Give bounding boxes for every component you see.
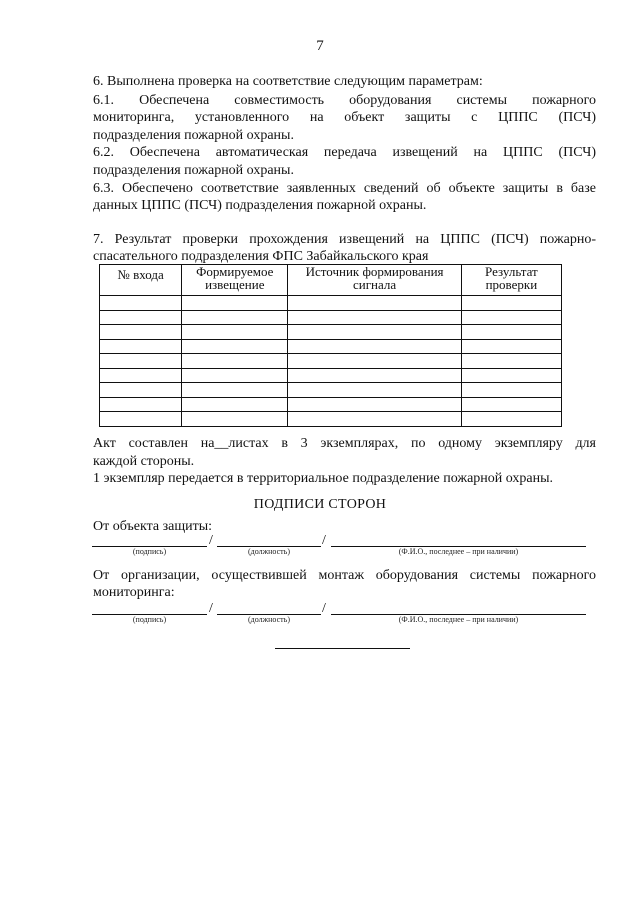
header-label: Результат — [485, 264, 538, 279]
table-cell — [100, 325, 182, 340]
caption-position: (должность) — [248, 547, 290, 556]
section-7-line-2: спасательного подразделения ФПС Забайкальского края — [93, 249, 429, 264]
table-cell — [288, 397, 461, 412]
table-cell — [182, 310, 288, 325]
table-cell — [100, 412, 182, 427]
header-label: проверки — [485, 277, 538, 292]
table-cell — [100, 397, 182, 412]
table-cell — [461, 310, 561, 325]
table-cell — [182, 368, 288, 383]
table-cell — [461, 397, 561, 412]
separator-slash: / — [209, 533, 213, 548]
table-row — [100, 310, 562, 325]
table-cell — [288, 412, 461, 427]
header-label: извещение — [205, 277, 265, 292]
table-cell — [100, 368, 182, 383]
table-cell — [288, 339, 461, 354]
from-object-label: От объекта защиты: — [93, 519, 213, 534]
table-cell — [182, 339, 288, 354]
header-signal-source — [288, 265, 461, 296]
table-cell — [288, 383, 461, 398]
table-cell — [182, 325, 288, 340]
item-6-3-line-1: 6.3. Обеспечено соответствие заявленных сведений об объекте защиты в базе — [93, 181, 596, 196]
table-cell — [461, 296, 561, 311]
header-label: № входа — [117, 267, 164, 282]
table-row — [100, 354, 562, 369]
item-6-2-line-2: подразделения пожарной охраны. — [93, 163, 294, 178]
header-label: Формируемое — [196, 264, 274, 279]
caption-signature: (подпись) — [132, 547, 167, 556]
item-6-1-line-3: подразделения пожарной охраны. — [93, 128, 294, 143]
caption-name: (Ф.И.О., последнее – при наличии) — [398, 615, 519, 624]
signatures-title: ПОДПИСИ СТОРОН — [253, 497, 387, 512]
table-cell — [288, 325, 461, 340]
table-cell — [182, 383, 288, 398]
table-cell — [288, 354, 461, 369]
table-cell — [182, 412, 288, 427]
from-org-line-1: От организации, осуществившей монтаж оборудования системы пожарного — [93, 568, 596, 583]
item-6-2-line-1: 6.2. Обеспечена автоматическая передача извещений на ЦППС (ПСЧ) — [93, 145, 596, 160]
table-cell — [182, 296, 288, 311]
table-row — [100, 412, 562, 427]
table-cell — [100, 383, 182, 398]
item-6-1-line-2: мониторинга, установленного на объект защиты с ЦППС (ПСЧ) — [93, 110, 596, 125]
table-cell — [288, 296, 461, 311]
table-cell — [182, 354, 288, 369]
act-line-3: 1 экземпляр передается в территориальное подразделение пожарной охраны. — [93, 471, 554, 486]
from-org-line-2: мониторинга: — [93, 585, 175, 600]
table-cell — [288, 368, 461, 383]
caption-signature: (подпись) — [132, 615, 167, 624]
table-cell — [100, 339, 182, 354]
header-label: Источник формирования — [305, 264, 444, 279]
page-number: 7 — [316, 38, 324, 54]
caption-name: (Ф.И.О., последнее – при наличии) — [398, 547, 519, 556]
section-6-heading: 6. Выполнена проверка на соответствие следующим параметрам: — [93, 74, 483, 89]
table-row — [100, 325, 562, 340]
table-cell — [461, 325, 561, 340]
act-line-2: каждой стороны. — [93, 454, 195, 469]
separator-slash: / — [322, 601, 326, 616]
table-cell — [100, 296, 182, 311]
item-6-3-line-2: данных ЦППС (ПСЧ) подразделения пожарной охраны. — [93, 198, 427, 213]
table-cell — [461, 412, 561, 427]
table-row — [100, 296, 562, 311]
table-cell — [288, 310, 461, 325]
header-label: сигнала — [352, 277, 397, 292]
act-line-1: Акт составлен на__листах в 3 экземплярах, по одному экземпляру для — [93, 436, 596, 451]
table-cell — [461, 383, 561, 398]
table-header-row — [100, 265, 562, 296]
check-results-table — [99, 264, 562, 427]
table-cell — [461, 339, 561, 354]
table-row — [100, 397, 562, 412]
table-cell — [182, 397, 288, 412]
table-row — [100, 383, 562, 398]
table-row — [100, 368, 562, 383]
table-cell — [100, 354, 182, 369]
header-notification — [182, 265, 288, 296]
item-6-1-line-1: 6.1. Обеспечена совместимость оборудования системы пожарного — [93, 93, 596, 108]
section-7-line-1: 7. Результат проверки прохождения извещений на ЦППС (ПСЧ) пожарно- — [93, 232, 596, 247]
table-cell — [100, 310, 182, 325]
header-input-number — [100, 265, 182, 296]
separator-slash: / — [209, 601, 213, 616]
table-row — [100, 339, 562, 354]
table-cell — [461, 354, 561, 369]
table-cell — [461, 368, 561, 383]
separator-slash: / — [322, 533, 326, 548]
end-divider — [275, 648, 410, 649]
caption-position: (должность) — [248, 615, 290, 624]
header-result — [461, 265, 561, 296]
